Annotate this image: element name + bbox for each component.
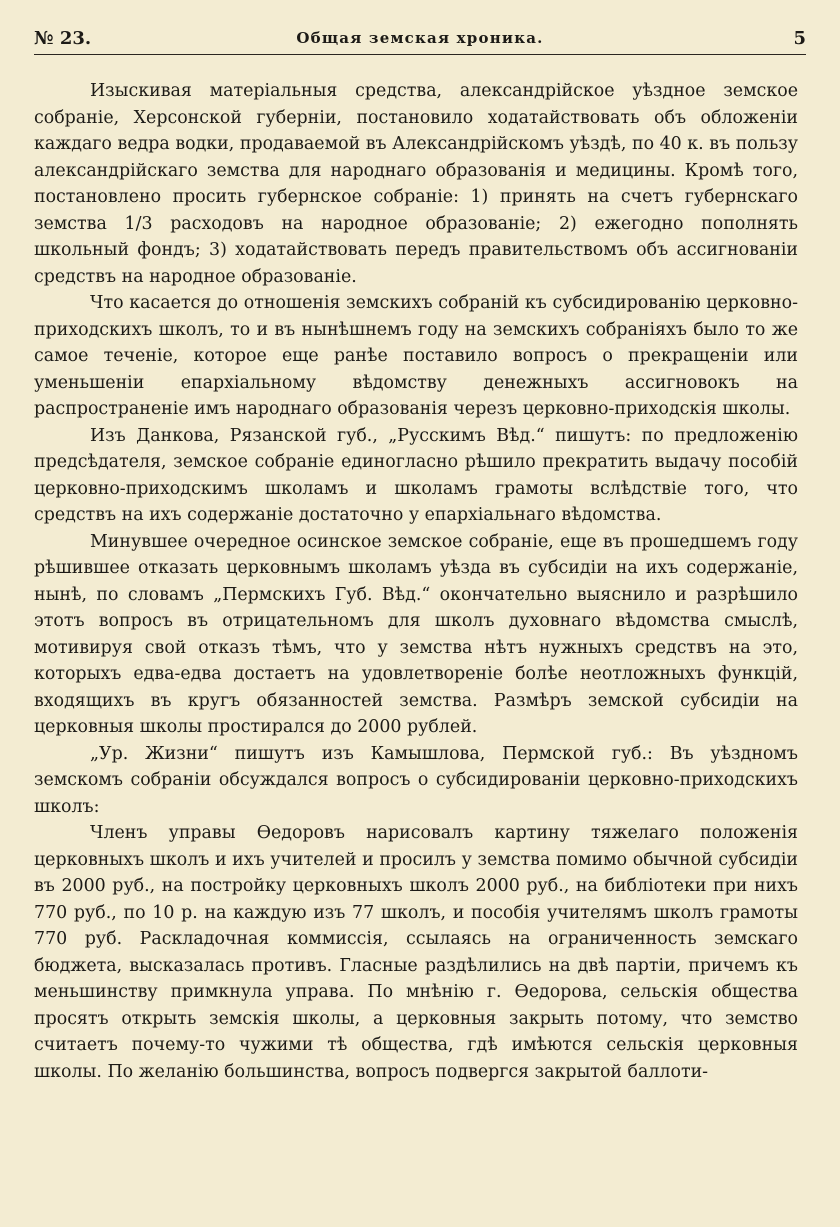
section-title: Общая земская хроника. — [296, 29, 544, 47]
paragraph: Что касается до отношенія земскихъ собраній къ субсидированію церковно-приходскихъ школъ, то и въ нынѣшнемъ году на земскихъ собраніяхъ было то же самое теченіе, которое еще ранѣе поставило вопросъ о прекращеніи или уменьшеніи епархіальному вѣдомству денежныхъ ассигновокъ на распространеніе имъ народнаго образованія черезъ церковно-приходскія школы. — [34, 293, 798, 419]
paragraph: Членъ управы Ѳедоровъ нарисовалъ картину тяжелаго положенія церковныхъ школъ и ихъ учителей и просилъ у земства помимо обычной субсидіи въ 2000 руб., на постройку церковныхъ школъ 2000 руб., на библіотеки при нихъ 770 руб., по 10 р. на каждую изъ 77 школъ, и пособія учителямъ школъ грамоты 770 руб. Раскладочная коммиссія, ссылаясь на ограниченность земскаго бюджета, высказалась противъ. Гласные раздѣлились на двѣ партіи, причемъ къ меньшинству примкнула управа. По мнѣнію г. Ѳедорова, сельскія общества просятъ открыть земскія школы, а церковныя закрыть потому, что земство считаетъ почему-то чужими тѣ общества, гдѣ имѣются сельскія церковныя школы. По желанію большинства, вопросъ подвергся закрытой баллоти- — [34, 823, 798, 1082]
page-number: 5 — [793, 28, 806, 49]
paragraph: „Ур. Жизни“ пишутъ изъ Камышлова, Пермской губ.: Въ уѣздномъ земскомъ собраніи обсуждался вопросъ о субсидированіи церковно-приходскихъ школъ: — [34, 743, 798, 817]
issue-number: № 23. — [34, 28, 92, 49]
running-header — [34, 28, 806, 54]
paragraph: Минувшее очередное осинское земское собраніе, еще въ прошедшемъ году рѣшившее отказать церковнымъ школамъ уѣзда въ субсидіи на ихъ содержаніе, нынѣ, по словамъ „Пермскихъ Губ. Вѣд.“ окончательно выяснило и разрѣшило этотъ вопросъ въ отрицательномъ для школъ духовнаго вѣдомства смыслѣ, мотивируя свой отказъ тѣмъ, что у земства нѣтъ нужныхъ средствъ на это, которыхъ едва-едва достаетъ на удовлетвореніе болѣе неотложныхъ функцій, входящихъ въ кругъ обязанностей земства. Размѣръ земской субсидіи на церковныя школы простирался до 2000 рублей. — [34, 531, 798, 737]
article-body — [34, 78, 798, 1085]
header-rule — [34, 54, 806, 55]
paragraph: Изыскивая матеріальныя средства, александрійское уѣздное земское собраніе, Херсонской губерніи, постановило ходатайствовать объ обложеніи каждаго ведра водки, продаваемой въ Александрійскомъ уѣздѣ, по 40 к. въ пользу александрійскаго земства для народнаго образованія и медицины. Кромѣ того, постановлено просить губернское собраніе: 1) принять на счетъ губернскаго земства 1/3 расходовъ на народное образованіе; 2) ежегодно пополнять школьный фондъ; 3) ходатайствовать передъ правительствомъ объ ассигнованіи средствъ на народное образованіе. — [34, 81, 798, 287]
paragraph: Изъ Данкова, Рязанской губ., „Русскимъ Вѣд.“ пишутъ: по предложенію предсѣдателя, земское собраніе единогласно рѣшило прекратить выдачу пособій церковно-приходскимъ школамъ и школамъ грамоты вслѣдствіе того, что средствъ на ихъ содержаніе достаточно у епархіальнаго вѣдомства. — [34, 425, 798, 525]
